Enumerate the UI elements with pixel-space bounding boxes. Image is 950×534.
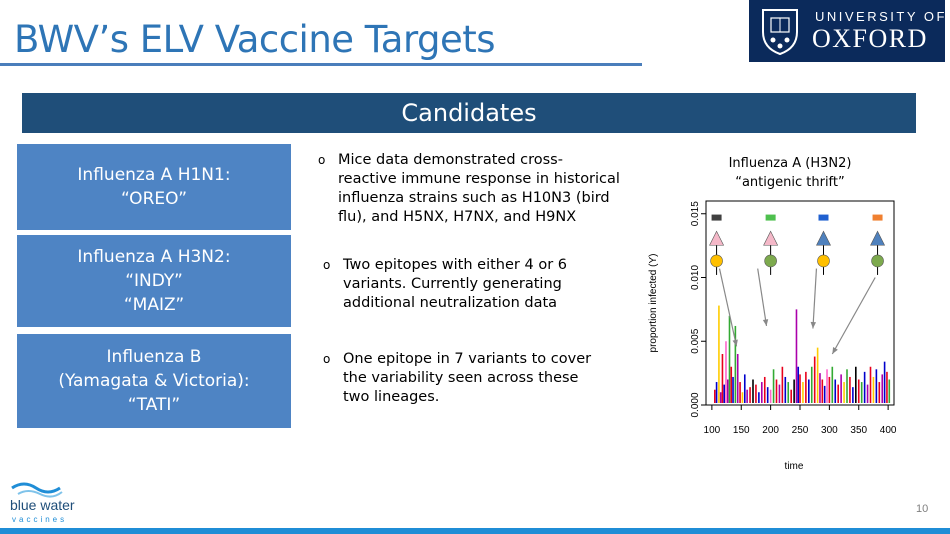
variant-circle-marker: [711, 255, 723, 267]
candidate-line: (Yamagata & Victoria):: [58, 371, 250, 391]
oxford-seal-icon: [757, 6, 803, 56]
title-underline: [0, 63, 642, 66]
candidate-box-h3n2: [17, 235, 291, 327]
bullet-line: reactive immune response in historical: [338, 171, 620, 187]
candidate-line: “MAIZ”: [123, 295, 185, 315]
oxford-line2: OXFORD: [812, 24, 928, 53]
bullet-line: Mice data demonstrated cross-: [338, 152, 563, 168]
x-tick-label: 400: [879, 425, 897, 436]
blue-water-vaccines-logo: [10, 480, 90, 524]
bullet-one-epitope: [323, 350, 623, 410]
x-tick-label: 150: [732, 425, 750, 436]
bwv-name: blue water: [10, 497, 75, 513]
oxford-line1: UNIVERSITY OF: [815, 9, 947, 24]
variant-triangle-marker: [817, 231, 831, 245]
chart-title-block: [700, 154, 880, 192]
bullet-line: flu), and H5NX, H7NX, and H9NX: [338, 209, 577, 225]
bullet-two-epitopes: [323, 256, 623, 316]
variant-circle-marker: [765, 255, 777, 267]
candidate-line: “INDY”: [125, 271, 183, 291]
bullet-line: the variability seen across these: [343, 370, 579, 386]
candidate-line: “OREO”: [120, 189, 188, 209]
candidates-banner: Candidates: [22, 93, 916, 133]
antigenic-thrift-chart: [640, 195, 900, 480]
x-axis-label: time: [784, 461, 804, 472]
bwv-tagline: vaccines: [12, 515, 68, 524]
candidate-box-influenza-b: [17, 334, 291, 428]
bullet-marker: o: [318, 153, 326, 167]
x-tick-label: 250: [791, 425, 809, 436]
x-tick-label: 200: [762, 425, 779, 436]
variant-circle-marker: [818, 255, 830, 267]
x-tick-label: 100: [703, 425, 721, 436]
pointer-arrow: [813, 269, 817, 329]
y-axis-label: proportion infected (Y): [648, 253, 659, 353]
bullet-marker: o: [323, 352, 331, 366]
chart-subtitle: “antigenic thrift”: [735, 175, 845, 190]
candidate-line: Influenza A H3N2:: [77, 247, 231, 267]
y-tick-label: 0.010: [690, 264, 701, 291]
bullet-line: variants. Currently generating: [343, 276, 562, 292]
slide-title: BWV’s ELV Vaccine Targets: [14, 18, 496, 61]
pointer-arrow: [832, 278, 875, 355]
pointer-arrow: [720, 269, 737, 347]
bullet-line: two lineages.: [343, 389, 440, 405]
pointer-arrow: [758, 269, 767, 326]
y-tick-label: 0.000: [690, 392, 701, 418]
variant-triangle-marker: [710, 231, 724, 245]
bullet-line: additional neutralization data: [343, 295, 558, 311]
y-tick-label: 0.005: [690, 328, 701, 354]
bullet-mice-data: [318, 151, 648, 231]
page-number: 10: [916, 503, 929, 515]
x-tick-label: 300: [821, 425, 838, 436]
pointer-arrowhead: [763, 319, 768, 326]
variant-triangle-marker: [764, 231, 778, 245]
variant-triangle-marker: [871, 231, 885, 245]
candidate-box-h1n1: [17, 144, 291, 230]
variant-square-marker: [766, 215, 776, 221]
pointer-arrowhead: [811, 322, 816, 329]
variant-square-marker: [873, 215, 883, 221]
bullet-line: Two epitopes with either 4 or 6: [343, 257, 567, 273]
bullet-marker: o: [323, 258, 331, 272]
footer-rule: [0, 528, 950, 534]
candidate-line: Influenza A H1N1:: [77, 165, 231, 185]
variant-circle-marker: [872, 255, 884, 267]
bullet-line: influenza strains such as H10N3 (bird: [338, 190, 610, 206]
candidate-line: Influenza B: [106, 347, 202, 367]
chart-title: Influenza A (H3N2): [728, 156, 852, 171]
y-tick-label: 0.015: [690, 201, 701, 227]
bullet-line: One epitope in 7 variants to cover: [343, 351, 592, 367]
oxford-logo: [749, 0, 945, 62]
x-tick-label: 350: [850, 425, 868, 436]
variant-square-marker: [712, 215, 722, 221]
candidate-line: “TATI”: [127, 395, 181, 415]
variant-square-marker: [819, 215, 829, 221]
